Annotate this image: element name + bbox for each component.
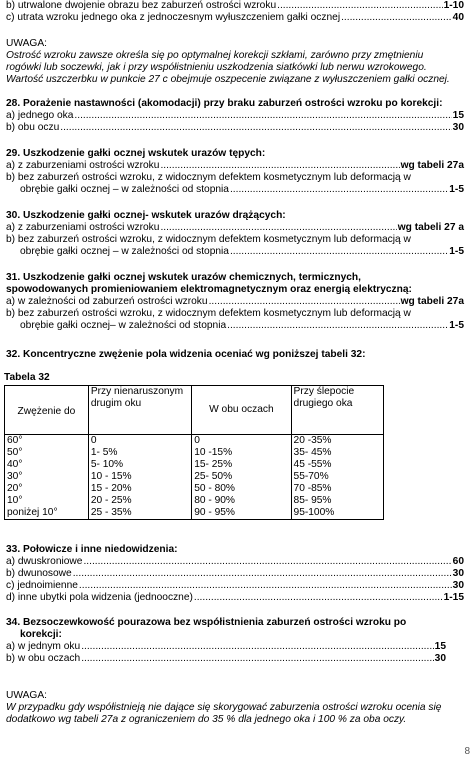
section-34-title: 34. Bezsoczewkowość pourazowa bez współistnienia zaburzeń ostrości wzroku po bbox=[6, 617, 407, 628]
note-line: W przypadku gdy współistnieją nie dające się skorygować zaburzenia ostrości wzroku ocenia się bbox=[6, 702, 442, 713]
table-cell: 0 10 -15% 15- 25% 25- 50% 50 - 80% 80 - 90% 90 - 95% bbox=[192, 435, 291, 520]
list-item: a) z zaburzeniami ostrości wzroku ..... wg tabeli 27a bbox=[6, 160, 464, 172]
section-34-title: korekcji: bbox=[20, 629, 62, 640]
page-number: 8 bbox=[464, 745, 470, 757]
list-item: a) dwuskroniowe ..... 60 bbox=[6, 556, 464, 568]
section-31-title: spowodowanych promieniowaniem elektromagnetycznym oraz energią elektryczną: bbox=[6, 284, 412, 295]
list-item-c: c) utrata wzroku jednego oka z jednoczesnym wyłuszczeniem gałki ocznej ..... 40 bbox=[6, 12, 464, 24]
list-item-text: b) bez zaburzeń ostrości wzroku, z widocznym defektem kosmetycznym lub deformacją w bbox=[6, 234, 411, 245]
section-32-title: 32. Koncentryczne zwężenie pola widzenia oceniać wg poniższej tabeli 32: bbox=[6, 349, 366, 360]
table-header-cell: Przy nienaruszonym drugim oku bbox=[88, 386, 191, 435]
list-item: c) jednoimienne ..... 30 bbox=[6, 580, 464, 592]
table-cell: 20 -35% 35- 45% 45 -55% 55-70% 70 -85% 85- 95% 95-100% bbox=[291, 435, 383, 520]
section-30-title: 30. Uszkodzenie gałki ocznej- wskutek urazów drążących: bbox=[6, 210, 286, 221]
list-item-text: b) bez zaburzeń ostrości wzroku, z widocznym defektem kosmetycznym lub deformacją w bbox=[6, 308, 411, 319]
table-header-row bbox=[5, 386, 384, 435]
list-item: a) w jednym oku ..... 15 bbox=[6, 641, 446, 653]
list-item: a) w zależności od zaburzeń ostrości wzroku ..... wg tabeli 27a bbox=[6, 296, 464, 308]
list-item: d) inne ubytki pola widzenia (jednooczne) ..... 1-15 bbox=[6, 592, 464, 604]
section-29-title: 29. Uszkodzenie gałki ocznej wskutek urazów tępych: bbox=[6, 148, 266, 159]
list-item: a) z zaburzeniami ostrości wzroku ..... wg tabeli 27 a bbox=[6, 222, 464, 234]
list-item: b) obu oczu ..... 30 bbox=[6, 122, 464, 134]
section-33-title: 33. Połowicze i inne niedowidzenia: bbox=[6, 544, 178, 555]
note-heading: UWAGA: bbox=[6, 690, 47, 701]
list-item: obrębie gałki ocznej– w zależności od stopnia ..... 1-5 bbox=[20, 320, 464, 332]
table-cell: 0 1- 5% 5- 10% 10 - 15% 15 - 20% 20 - 25% 25 - 35% bbox=[88, 435, 191, 520]
table-header-cell: Przy ślepocie drugiego oka bbox=[291, 386, 383, 435]
note-line: Ostrość wzroku zawsze określa się po optymalnej korekcji szkłami, zarówno przy zmętnieniu bbox=[6, 50, 424, 61]
table-header-cell: W obu oczach bbox=[192, 386, 291, 435]
list-item: a) jednego oka ..... 15 bbox=[6, 110, 464, 122]
table-caption: Tabela 32 bbox=[4, 372, 50, 383]
list-item-text: b) bez zaburzeń ostrości wzroku, z widocznym defektem kosmetycznym lub deformacją w bbox=[6, 172, 411, 183]
list-item: b) w obu oczach ..... 30 bbox=[6, 653, 446, 665]
section-28-title: 28. Porażenie nastawności (akomodacji) przy braku zaburzeń ostrości wzroku po korekcji: bbox=[6, 98, 443, 109]
note-heading: UWAGA: bbox=[6, 38, 47, 49]
table-cell: 60° 50° 40° 30° 20° 10° poniżej 10° bbox=[5, 435, 89, 520]
vision-field-table bbox=[4, 385, 384, 520]
list-item: obrębie gałki ocznej – w zależności od stopnia ..... 1-5 bbox=[20, 246, 464, 258]
note-line: dodatkowo wg tabeli 27a z ograniczeniem do 35 % dla jednego oka i 100 % za oba oczy. bbox=[6, 714, 407, 725]
note-line: Wartość uszczerbku w punkcie 27 c obejmuje oszpecenie związane z wyłuszczeniem gałki ocznej. bbox=[6, 74, 450, 85]
table-header-cell: Zwężenie do bbox=[5, 386, 89, 435]
list-item: obrębie gałki ocznej – w zależności od stopnia ..... 1-5 bbox=[20, 184, 464, 196]
note-line: rogówki lub soczewki, jak i przy współistnieniu uszkodzenia siatkówki lub nerwu wzrokowego. bbox=[6, 62, 427, 73]
section-31-title: 31. Uszkodzenie gałki ocznej wskutek urazów chemicznych, termicznych, bbox=[6, 272, 361, 283]
list-item-b: b) utrwalone dwojenie obrazu bez zaburzeń ostrości wzroku ..... 1-10 bbox=[6, 0, 464, 12]
table-body-row bbox=[5, 435, 384, 520]
list-item: b) dwunosowe ..... 30 bbox=[6, 568, 464, 580]
